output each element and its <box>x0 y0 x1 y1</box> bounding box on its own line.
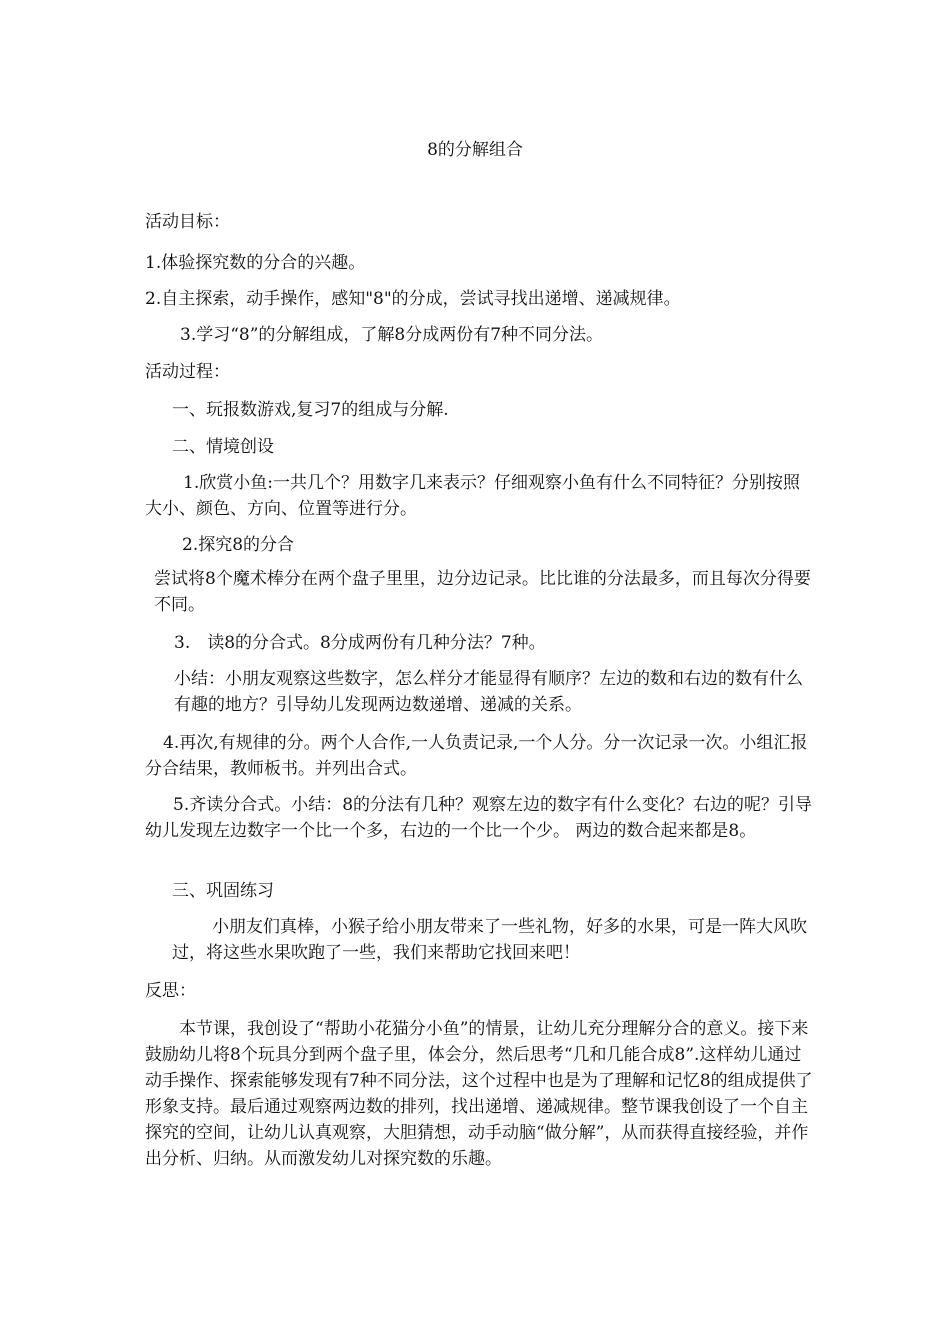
practice-paragraph: 小朋友们真棒，小猴子给小朋友带来了一些礼物，好多的水果，可是一阵大风吹过，将这些水果吹跑了一些，我们来帮助它找回来吧！ <box>172 917 807 963</box>
section-heading-process: 活动过程： <box>145 362 230 382</box>
goal-item-1: 1.体验探究数的分合的兴趣。 <box>145 253 366 273</box>
section-heading-reflection: 反思： <box>145 981 196 1001</box>
document-title: 8的分解组合 <box>427 140 523 160</box>
goal-item-2: 2.自主探索，动手操作，感知"8"的分成，尝试寻找出递增、递减规律。 <box>145 289 681 309</box>
process-substep-2-2-text: 尝试将8个魔术棒分在两个盘子里里，边分边记录。比比谁的分法最多，而且每次分得要不同。 <box>154 569 811 615</box>
process-step-3: 三、巩固练习 <box>172 881 274 901</box>
process-substep-2-2: 2.探究8的分合 <box>182 535 295 555</box>
goal-item-3: 3.学习“8”的分解组成，了解8分成两份有7种不同分法。 <box>180 325 604 345</box>
process-substep-2-3: 3. 读8的分合式。8分成两份有几种分法？7种。 <box>174 633 546 653</box>
reflection-paragraph: 本节课，我创设了“帮助小花猫分小鱼”的情景，让幼儿充分理解分合的意义。接下来鼓励幼儿将8个玩具分到两个盘子里，体会分，然后思考“几和几能合成8”.这样幼儿通过动手操作、探索能够发现有7种不同分法，这个过程中也是为了理解和记忆8的组成提供了形象支持。最后通过观察两边数的排列，找出递增、递减规律。整节课我创设了一个自主探究的空间，让幼儿认真观察，大胆猜想，动手动脑“做分解”，从而获得直接经验，并作出分析、归纳。从而激发幼儿对探究数的乐趣。 <box>145 1019 813 1169</box>
process-substep-2-5: 5.齐读分合式。小结：8的分法有几种？观察左边的数字有什么变化？右边的呢？引导幼儿发现左边数字一个比一个多，右边的一个比一个少。 两边的数合起来都是8。 <box>145 795 813 841</box>
process-substep-2-4: 4.再次,有规律的分。两个人合作,一人负责记录,一个人分。分一次记录一次。小组汇报分合结果，教师板书。并列出合式。 <box>145 733 808 779</box>
section-heading-goals: 活动目标： <box>145 212 230 232</box>
process-substep-2-1: 1.欣赏小鱼:一共几个？用数字几来表示？仔细观察小鱼有什么不同特征？分别按照大小、颜色、方向、位置等进行分。 <box>145 473 800 519</box>
process-step-1: 一、玩报数游戏,复习7的组成与分解. <box>172 400 449 420</box>
process-step-2: 二、情境创设 <box>172 437 274 457</box>
summary-paragraph-1: 小结：小朋友观察这些数字，怎么样分才能显得有顺序？左边的数和右边的数有什么有趣的地方？引导幼儿发现两边数递增、递减的关系。 <box>174 669 803 715</box>
